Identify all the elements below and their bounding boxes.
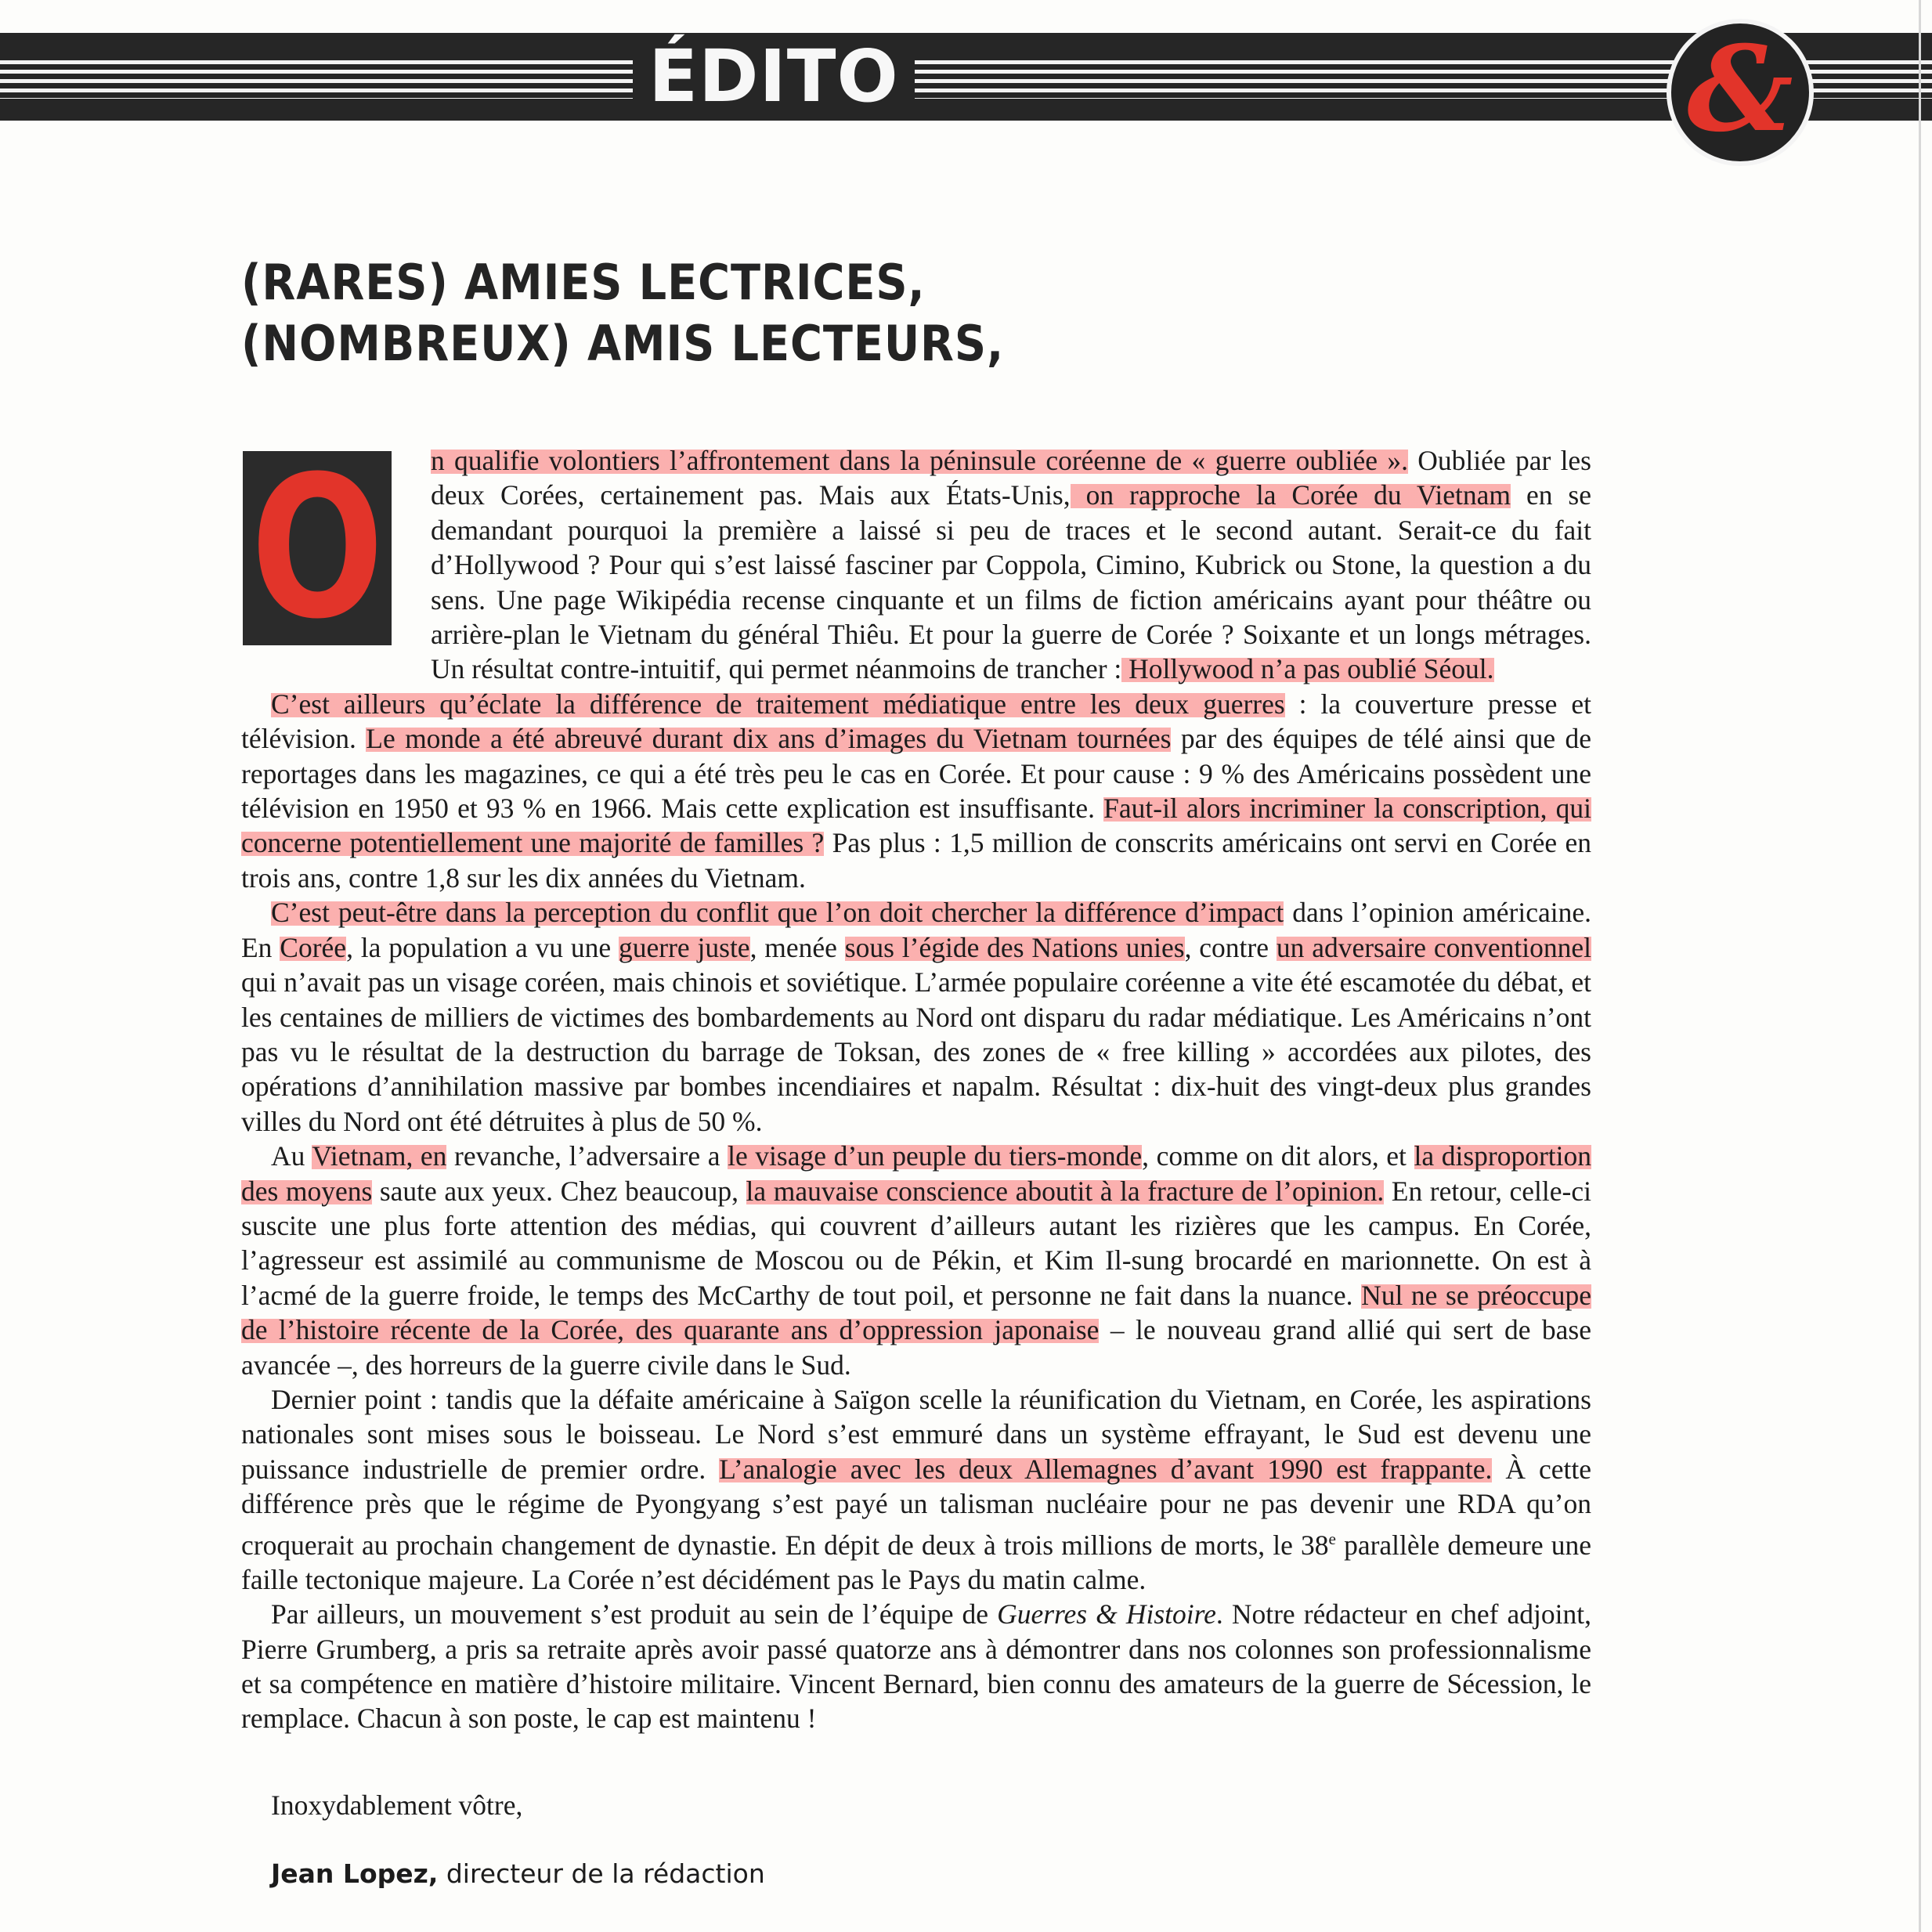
magazine-logo: [1667, 19, 1814, 166]
headline-line-2: (NOMBREUX) AMIS LECTEURS,: [241, 315, 1005, 372]
section-title-box: [633, 33, 915, 121]
signoff: Inoxydablement vôtre,: [271, 1789, 523, 1821]
highlighted-text: C’est peut-être dans la perception du conflit que l’on doit chercher la différence d’impact: [271, 897, 1284, 929]
highlighted-text: le visage d’un peuple du tiers-monde: [728, 1140, 1143, 1172]
section-title: ÉDITO: [648, 34, 899, 118]
article-body: [241, 434, 1592, 1736]
article-paragraph: [241, 1139, 1591, 1382]
superscript-text: e: [1328, 1529, 1336, 1548]
highlighted-text: Faut-il alors incriminer la conscription, qui concerne potentiellement une majorité de familles ?: [241, 793, 1592, 859]
text-run: Pas plus : 1,5 million de conscrits américains ont servi en Corée en trois ans, contre 1,8 sur les dix années du Vietnam.: [241, 827, 1591, 894]
signature: [271, 1858, 765, 1890]
highlighted-text: C’est ailleurs qu’éclate la différence de traitement médiatique entre les deux guerres: [271, 688, 1285, 720]
text-run: , contre: [1184, 931, 1277, 963]
author-role: directeur de la rédaction: [438, 1858, 765, 1889]
highlighted-text: la disproportion des moyens: [241, 1140, 1592, 1207]
highlighted-text: Nul ne se préoccupe de l’histoire récente de la Corée, des quarante ans d’oppression japonaise: [241, 1279, 1591, 1346]
headline-line-1: (RARES) AMIES LECTRICES,: [241, 254, 926, 311]
article-paragraph: [241, 1382, 1591, 1597]
text-run: Dernier point : tandis que la défaite américaine à Saïgon scelle la réunification du Vietnam, en Corée, les aspirations nationales sont mises sous le boisseau. Le Nord s’est emmuré dans un système effrayant, le Sud est devenu une puissance industrielle de premier ordre.: [241, 1383, 1591, 1485]
highlighted-text: guerre juste: [619, 931, 750, 963]
text-run: , menée: [749, 931, 845, 963]
highlighted-text: on rapproche la Corée du Vietnam: [1070, 479, 1511, 511]
text-run: , comme on dit alors, et: [1142, 1140, 1414, 1172]
headline: [241, 252, 1510, 374]
text-run: en se demandant pourquoi la première a laissé si peu de traces et le second autant. Serait-ce du fait d’Hollywood ? Pour qui s’est laissé fasciner par Coppola, Cimino, Kubrick ou Stone, la question a du sens. Une page Wikipédia recense cinquante et un films de fiction américains ayant pour théâtre ou arrière-plan le Vietnam du général Thiêu. Et pour la guerre de Corée ? Soixante et un longs métrages. Un résultat contre-intuitif, qui permet néanmoins de trancher :: [431, 479, 1592, 685]
highlighted-text: n qualifie volontiers l’affrontement dans la péninsule coréenne de « guerre oubliée ».: [431, 445, 1408, 476]
text-run: À cette différence près que le régime de Pyongyang s’est payé un talisman nucléaire pour ne pas devenir une RDA qu’on croquerait au prochain changement de dynastie. En dépit de deux à trois millions de morts, le 38: [241, 1453, 1591, 1561]
text-run: par des équipes de télé ainsi que de reportages dans les magazines, ce qui a été très peu le cas en Corée. Et pour cause : 9 % des Américains possèdent une télévision en 1950 et 93 % en 1966. Mais cette explication est insuffisante.: [241, 723, 1591, 825]
highlighted-text: L’analogie avec les deux Allemagnes d’avant 1990 est frappante.: [719, 1453, 1493, 1485]
text-run: qui n’avait pas un visage coréen, mais chinois et soviétique. L’armée populaire coréenne a vite été escamotée du débat, et les centaines de milliers de victimes des bombardements au Nord ont disparu du radar médiatique. Les Américains n’ont pas vu le résultat de la destruction du barrage de Toksan, des zones de « free killing » accordées aux pilotes, des opérations d’annihilation massive par bombes incendiaires et napalm. Résultat : dix-huit des vingt-deux plus grandes villes du Nord ont été détruites à plus de 50 %.: [241, 966, 1591, 1137]
text-run: parallèle demeure une faille tectonique majeure. La Corée n’est décidément pas le Pays du matin calme.: [241, 1529, 1592, 1595]
text-run: – le nouveau grand allié qui sert de base avancée –, des horreurs de la guerre civile dans le Sud.: [241, 1314, 1591, 1381]
ampersand-logo-icon: &: [1687, 20, 1793, 158]
highlighted-text: Vietnam, en: [312, 1140, 447, 1172]
text-run: Au: [271, 1140, 312, 1172]
text-run: dans l’opinion américaine. En: [241, 897, 1591, 963]
drop-cap-spacer: [241, 434, 431, 662]
article-paragraph: [241, 434, 1592, 687]
highlighted-text: un adversaire conventionnel: [1276, 931, 1592, 963]
text-run: Par ailleurs, un mouvement s’est produit au sein de l’équipe de: [271, 1598, 998, 1630]
highlighted-text: Corée: [280, 931, 347, 963]
article-paragraph: [241, 1597, 1591, 1736]
text-run: En retour, celle-ci suscite une plus forte attention des médias, qui couvrent d’ailleurs autant les rizières que les campus. En Corée, l’agresseur est assimilé au communisme de Moscou ou de Pékin, et Kim Il-sung brocardé en marionnette. On est à l’acmé de la guerre froide, le temps des McCarthy de tout poil, et personne ne fait dans la nuance.: [241, 1175, 1591, 1311]
page-edge: [1919, 0, 1921, 1932]
highlighted-text: sous l’égide des Nations unies: [844, 931, 1185, 963]
highlighted-text: la mauvaise conscience aboutit à la fracture de l’opinion.: [746, 1175, 1385, 1207]
article-paragraph: [241, 895, 1591, 1139]
drop-cap-letter: O: [250, 434, 385, 662]
header-band: [0, 33, 1932, 121]
header-stripes: [0, 55, 1932, 99]
article-paragraph: [241, 687, 1591, 895]
highlighted-text: Hollywood n’a pas oublié Séoul.: [1121, 653, 1494, 685]
text-run: revanche, l’adversaire a: [446, 1140, 728, 1172]
text-run: . Notre rédacteur en chef adjoint, Pierre Grumberg, a pris sa retraite après avoir passé quatorze ans à démontrer dans nos colonnes son professionnalisme et sa compétence en matière d’histoire militaire. Vincent Bernard, bien connu des amateurs de la guerre de Sécession, le remplace. Chacun à son poste, le cap est maintenu !: [241, 1598, 1591, 1735]
highlighted-text: Le monde a été abreuvé durant dix ans d’images du Vietnam tournées: [366, 723, 1172, 755]
text-run: saute aux yeux. Chez beaucoup,: [372, 1175, 746, 1207]
text-run: Oubliée par les deux Corées, certainement pas. Mais aux États-Unis,: [431, 445, 1591, 511]
text-run: , la population a vu une: [346, 931, 619, 963]
text-run: : la couverture presse et télévision.: [241, 688, 1591, 755]
italic-title-text: Guerres & Histoire: [997, 1598, 1216, 1630]
author-name: Jean Lopez,: [271, 1858, 439, 1889]
